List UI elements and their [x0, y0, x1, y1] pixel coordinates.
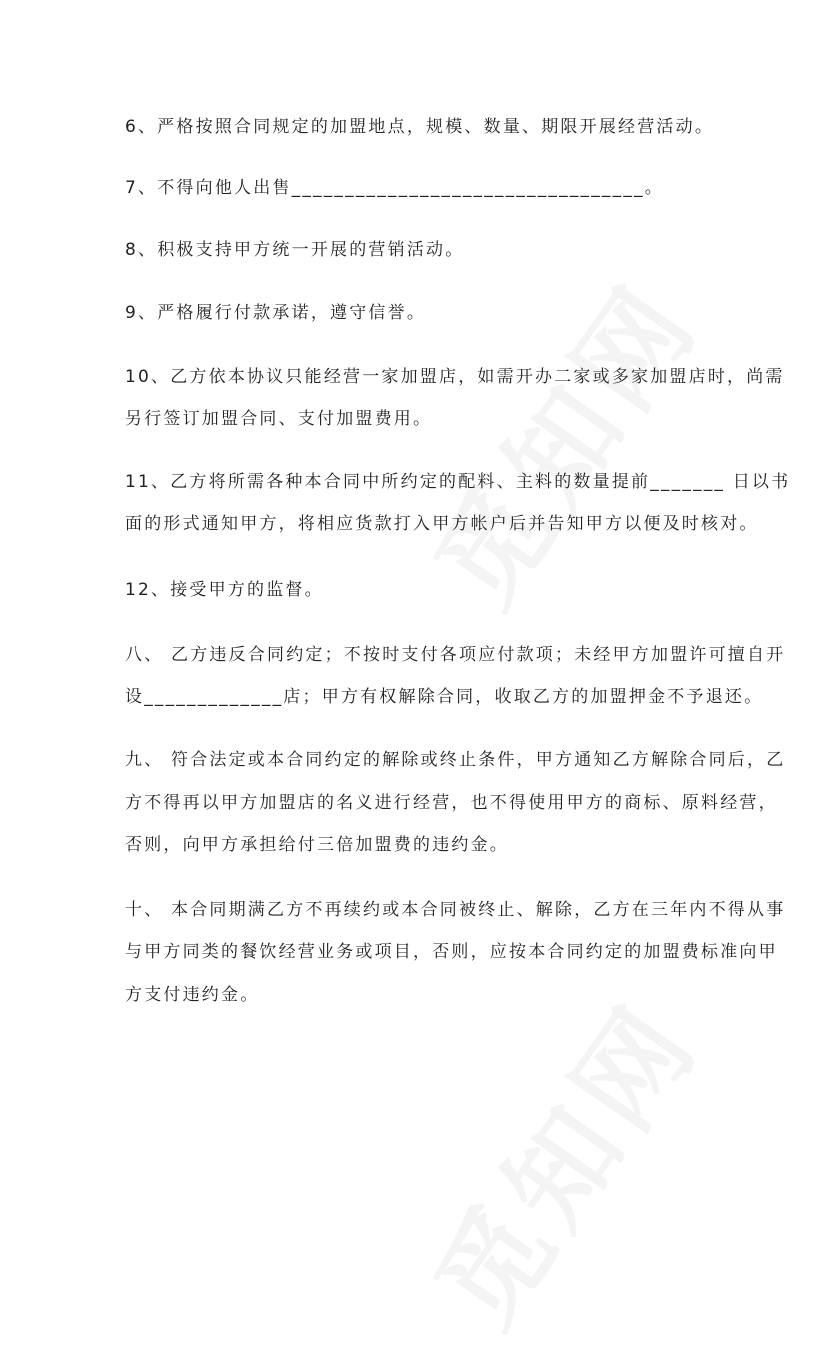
paragraph-line: 九、 符合法定或本合同约定的解除或终止条件，甲方通知乙方解除合同后，乙 [125, 750, 786, 770]
paragraph-line: 7、不得向他人出售_________________________________。 [125, 178, 664, 198]
paragraph-line: 11、乙方将所需各种本合同中所约定的配料、主料的数量提前_______ 日以书 [125, 472, 791, 492]
paragraph-line: 十、 本合同期满乙方不再续约或本合同被终止、解除，乙方在三年内不得从事 [125, 900, 786, 920]
paragraph-line: 方支付违约金。 [125, 985, 260, 1005]
paragraph-line: 9、严格履行付款承诺，遵守信誉。 [125, 303, 427, 323]
paragraph-line: 12、接受甲方的监督。 [125, 580, 324, 600]
paragraph-line: 面的形式通知甲方，将相应货款打入甲方帐户后并告知甲方以便及时核对。 [125, 514, 759, 534]
paragraph-line: 八、 乙方违反合同约定；不按时支付各项应付款项；未经甲方加盟许可擅自开 [125, 645, 786, 665]
paragraph-line: 设_____________店；甲方有权解除合同，收取乙方的加盟押金不予退还。 [125, 687, 764, 707]
paragraph-line: 与甲方同类的餐饮经营业务或项目，否则，应按本合同约定的加盟费标准向甲 [125, 942, 778, 962]
paragraph-line: 否则，向甲方承担给付三倍加盟费的违约金。 [125, 835, 509, 855]
paragraph-line: 8、积极支持甲方统一开展的营销活动。 [125, 240, 465, 260]
paragraph-line: 6、严格按照合同规定的加盟地点，规模、数量、期限开展经营活动。 [125, 117, 715, 137]
paragraph-line: 另行签订加盟合同、支付加盟费用。 [125, 409, 433, 429]
paragraph-line: 方不得再以甲方加盟店的名义进行经营，也不得使用甲方的商标、原料经营， [125, 793, 778, 813]
watermark [392, 246, 728, 632]
watermark-bottom [392, 966, 728, 1352]
paragraph-line: 10、乙方依本协议只能经营一家加盟店，如需开办二家或多家加盟店时，尚需 [125, 367, 785, 387]
